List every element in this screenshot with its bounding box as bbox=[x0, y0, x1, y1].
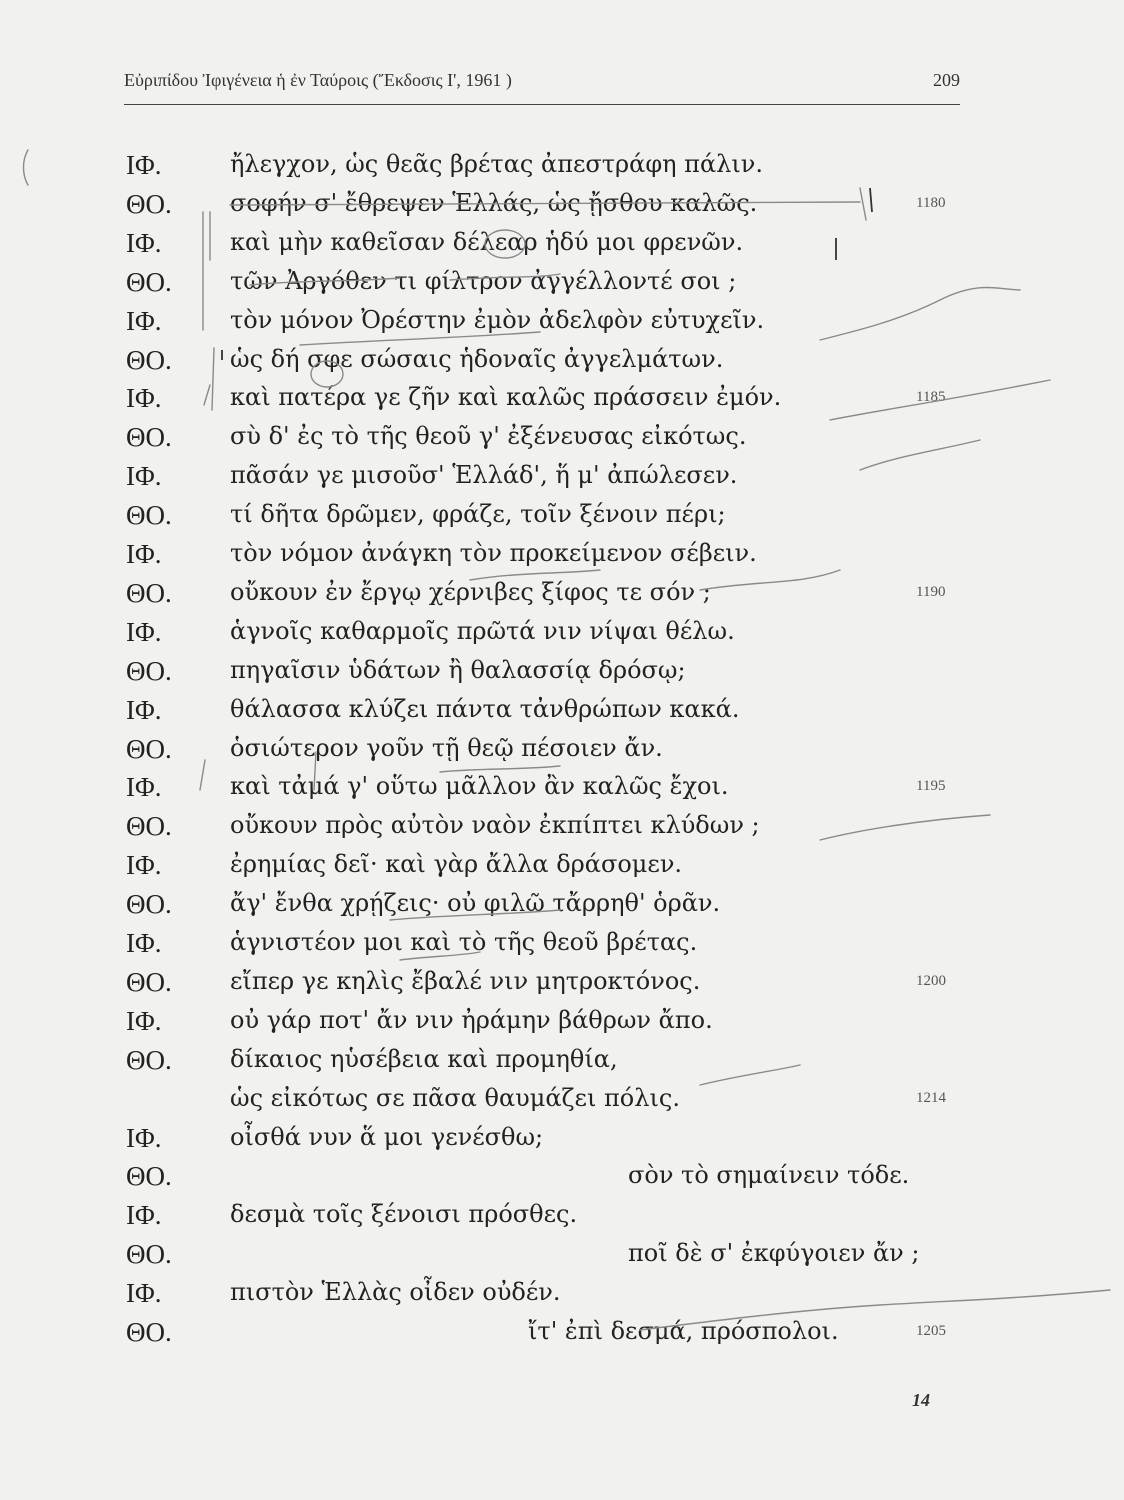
verse-line bbox=[0, 734, 1124, 770]
verse-text: καὶ μὴν καθεῖσαν δέλεαρ ἡδύ μοι φρενῶν. bbox=[230, 227, 744, 256]
verse-line bbox=[0, 695, 1124, 731]
speaker-label: ΙΦ. bbox=[126, 150, 162, 180]
line-number: 1180 bbox=[916, 194, 946, 211]
verse-text: οὐ γάρ ποτ' ἄν νιν ἠράμην βάθρων ἄπο. bbox=[230, 1005, 713, 1034]
verse-line bbox=[0, 617, 1124, 653]
verse-line bbox=[0, 228, 1124, 264]
verse-line bbox=[0, 967, 1124, 1003]
speaker-label: ΙΦ. bbox=[126, 1122, 162, 1153]
verse-line bbox=[0, 578, 1124, 614]
verse-line bbox=[0, 1278, 1124, 1314]
verse-text: καὶ τἀμά γ' οὕτω μᾶλλον ἂν καλῶς ἔχοι. bbox=[230, 772, 729, 801]
line-number: 1205 bbox=[916, 1323, 946, 1339]
verse-line bbox=[0, 1123, 1124, 1159]
verse-text: ὡς δή σφε σώσαις ἡδοναῖς ἀγγελμάτων. bbox=[230, 344, 724, 373]
verse-line bbox=[0, 539, 1124, 575]
verse-text: οἶσθά νυν ἅ μοι γενέσθω; bbox=[230, 1122, 544, 1151]
verse-text: θάλασσα κλύζει πάντα τἀνθρώπων κακά. bbox=[230, 694, 740, 723]
verse-line bbox=[0, 889, 1124, 925]
verse-line bbox=[0, 345, 1124, 381]
verse-line bbox=[0, 1006, 1124, 1042]
speaker-label: ΙΦ. bbox=[126, 1005, 162, 1036]
speaker-label: ΙΦ. bbox=[126, 1200, 162, 1231]
verse-line bbox=[0, 850, 1124, 886]
speaker-label: ΘΟ. bbox=[126, 1239, 172, 1270]
verse-line bbox=[0, 500, 1124, 536]
line-number: 1214 bbox=[916, 1089, 946, 1106]
speaker-label: ΙΦ. bbox=[126, 227, 162, 258]
speaker-label: ΙΦ. bbox=[126, 928, 162, 958]
verse-line bbox=[0, 306, 1124, 342]
verse-text: εἴπερ γε κηλὶς ἔβαλέ νιν μητροκτόνος. bbox=[230, 966, 701, 995]
verse-text: τὸν νόμον ἀνάγκη τὸν προκείμενον σέβειν. bbox=[230, 539, 757, 567]
verse-line bbox=[0, 1200, 1124, 1236]
speaker-label: ΘΟ. bbox=[126, 733, 172, 764]
verse-line bbox=[0, 422, 1124, 458]
line-number: 1190 bbox=[916, 583, 946, 600]
verse-text: οὔκουν πρὸς αὐτὸν ναὸν ἐκπίπτει κλύδων ; bbox=[230, 811, 760, 840]
speaker-label: ΘΟ. bbox=[126, 1161, 172, 1192]
verse-text: σὺ δ' ἐς τὸ τῆς θεοῦ γ' ἐξένευσας εἰκότως. bbox=[230, 422, 747, 451]
verse-line bbox=[0, 1084, 1124, 1120]
speaker-label: ΘΟ. bbox=[126, 344, 172, 375]
page-header bbox=[124, 70, 960, 110]
header-rule bbox=[124, 104, 960, 105]
verse-text: πηγαῖσιν ὑδάτων ἢ θαλασσίᾳ δρόσῳ; bbox=[230, 655, 686, 684]
verse-line bbox=[0, 1045, 1124, 1081]
verse-text: ἴτ' ἐπὶ δεσμά, πρόσπολοι. bbox=[528, 1317, 839, 1345]
verse-text: πᾶσάν γε μισοῦσ' Ἑλλάδ', ἥ μ' ἀπώλεσεν. bbox=[230, 461, 738, 490]
speaker-label: ΘΟ. bbox=[126, 966, 172, 997]
verse-text: ποῖ δὲ σ' ἐκφύγοιεν ἄν ; bbox=[628, 1239, 920, 1268]
verse-line bbox=[0, 928, 1124, 964]
verse-text: τῶν Ἀργόθεν τι φίλτρον ἀγγέλλοντέ σοι ; bbox=[230, 266, 737, 295]
line-number: 1200 bbox=[916, 972, 946, 989]
verse-text: πιστὸν Ἑλλὰς οἶδεν οὐδέν. bbox=[230, 1278, 561, 1307]
line-number: 1195 bbox=[916, 778, 946, 795]
verse-text: ἄγ' ἔνθα χρῄζεις· οὐ φιλῶ τἄρρηθ' ὁρᾶν. bbox=[230, 889, 721, 918]
verse-text: ἁγνιστέον μοι καὶ τὸ τῆς θεοῦ βρέτας. bbox=[230, 928, 698, 956]
verse-line bbox=[0, 383, 1124, 419]
verse-text: δεσμὰ τοῖς ξένοισι πρόσθες. bbox=[230, 1200, 578, 1229]
verse-text: ὡς εἰκότως σε πᾶσα θαυμάζει πόλις. bbox=[230, 1083, 680, 1112]
verse-line bbox=[0, 811, 1124, 847]
verse-text: τὸν μόνον Ὀρέστην ἐμὸν ἀδελφὸν εὐτυχεῖν. bbox=[230, 305, 765, 334]
speaker-label: ΙΦ. bbox=[126, 850, 162, 881]
page-number: 209 bbox=[933, 70, 960, 90]
speaker-label: ΙΦ. bbox=[126, 539, 162, 569]
verse-line bbox=[0, 772, 1124, 808]
speaker-label: ΙΦ. bbox=[126, 1278, 162, 1309]
speaker-label: ΘΟ. bbox=[126, 655, 172, 686]
speaker-label: ΙΦ. bbox=[126, 616, 162, 647]
verse-text: σοφήν σ' ἔθρεψεν Ἑλλάς, ὡς ᾔσθου καλῶς. bbox=[230, 188, 758, 217]
verse-text: καὶ πατέρα γε ζῆν καὶ καλῶς πράσσειν ἐμόν. bbox=[230, 383, 782, 412]
running-title: Εὐριπίδου Ἰφιγένεια ἡ ἐν Ταύροις (Ἔκδοσις Ι', 1961 ) bbox=[124, 70, 512, 90]
verse-text: ἤλεγχον, ὡς θεᾶς βρέτας ἀπεστράφη πάλιν. bbox=[230, 150, 764, 178]
verse-line bbox=[0, 1161, 1124, 1197]
speaker-label: ΘΟ. bbox=[126, 500, 172, 531]
speaker-label: ΘΟ. bbox=[126, 422, 172, 453]
verse-line bbox=[0, 189, 1124, 225]
speaker-label: ΘΟ. bbox=[126, 577, 172, 608]
verse-text: ἁγνοῖς καθαρμοῖς πρῶτά νιν νίψαι θέλω. bbox=[230, 616, 735, 645]
speaker-label: ΙΦ. bbox=[126, 383, 162, 414]
speaker-label: ΙΦ. bbox=[126, 694, 162, 725]
speaker-label: ΘΟ. bbox=[126, 266, 172, 297]
signature-mark: 14 bbox=[912, 1390, 930, 1410]
verse-text: δίκαιος ηὑσέβεια καὶ προμηθία, bbox=[230, 1044, 618, 1073]
verse-line bbox=[0, 1239, 1124, 1275]
speaker-label: ΙΦ. bbox=[126, 461, 162, 492]
verse-text: τί δῆτα δρῶμεν, φράζε, τοῖν ξένοιν πέρι; bbox=[230, 500, 726, 529]
speaker-label: ΘΟ. bbox=[126, 1317, 172, 1347]
verse-text: οὔκουν ἐν ἔργῳ χέρνιβες ξίφος τε σόν ; bbox=[230, 577, 711, 606]
verse-line bbox=[0, 656, 1124, 692]
speaker-label: ΘΟ. bbox=[126, 889, 172, 920]
speaker-label: ΙΦ. bbox=[126, 305, 162, 336]
verse-line bbox=[0, 267, 1124, 303]
line-number: 1185 bbox=[916, 389, 946, 406]
verse-line bbox=[0, 461, 1124, 497]
verse-text: ἐρημίας δεῖ· καὶ γὰρ ἄλλα δράσομεν. bbox=[230, 850, 683, 879]
speaker-label: ΘΟ. bbox=[126, 1044, 172, 1075]
speaker-label: ΘΟ. bbox=[126, 188, 172, 219]
verse-line bbox=[0, 150, 1124, 186]
speaker-label: ΘΟ. bbox=[126, 811, 172, 842]
verse-text: σὸν τὸ σημαίνειν τόδε. bbox=[628, 1161, 910, 1190]
verse-text: ὁσιώτερον γοῦν τῇ θεῷ πέσοιεν ἄν. bbox=[230, 733, 663, 762]
speaker-label: ΙΦ. bbox=[126, 772, 162, 803]
verse-line bbox=[0, 1317, 1124, 1353]
